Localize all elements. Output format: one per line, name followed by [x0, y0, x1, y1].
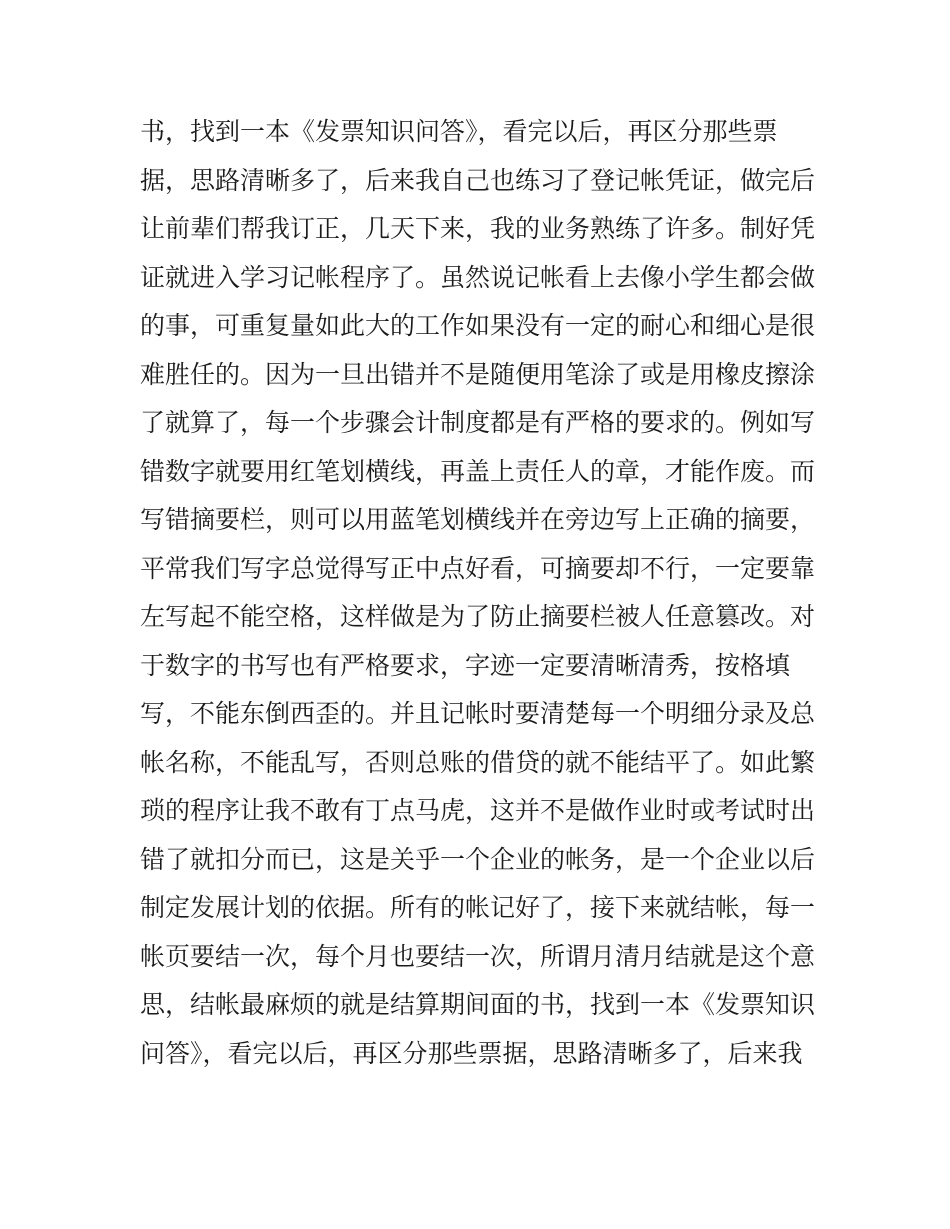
text-line: 写，不能东倒西歪的。并且记帐时要清楚每一个明细分录及总	[140, 699, 816, 728]
text-line: 的事，可重复量如此大的工作如果没有一定的耐心和细心是很	[140, 311, 816, 340]
body-text	[140, 108, 830, 1078]
text-line: 了就算了，每一个步骤会计制度都是有严格的要求的。例如写	[140, 408, 816, 437]
text-line: 制定发展计划的依据。所有的帐记好了，接下来就结帐，每一	[140, 893, 816, 922]
text-line: 据，思路清晰多了，后来我自己也练习了登记帐凭证，做完后	[140, 165, 816, 195]
text-line: 难胜任的。因为一旦出错并不是随便用笔涂了或是用橡皮擦涂	[140, 359, 816, 389]
text-line: 左写起不能空格，这样做是为了防止摘要栏被人任意篡改。对	[140, 602, 816, 631]
text-line: 证就进入学习记帐程序了。虽然说记帐看上去像小学生都会做	[140, 262, 816, 292]
text-line: 帐页要结一次，每个月也要结一次，所谓月清月结就是这个意	[140, 941, 816, 971]
text-line: 平常我们写字总觉得写正中点好看，可摘要却不行，一定要靠	[140, 553, 816, 583]
text-line: 错数字就要用红笔划横线，再盖上责任人的章，才能作废。而	[140, 456, 816, 486]
text-line: 琐的程序让我不敢有丁点马虎，这并不是做作业时或考试时出	[140, 796, 816, 825]
text-line: 思，结帐最麻烦的就是结算期间面的书，找到一本《发票知识	[140, 990, 816, 1019]
text-line: 错了就扣分而已，这是关乎一个企业的帐务，是一个企业以后	[140, 844, 816, 874]
text-line: 写错摘要栏，则可以用蓝笔划横线并在旁边写上正确的摘要，	[140, 505, 816, 534]
text-line: 于数字的书写也有严格要求，字迹一定要清晰清秀，按格填	[140, 650, 791, 680]
text-line: 问答》，看完以后，再区分那些票据，思路清晰多了，后来我	[140, 1038, 803, 1068]
text-line: 帐名称，不能乱写，否则总账的借贷的就不能结平了。如此繁	[140, 747, 816, 777]
text-line: 让前辈们帮我订正，几天下来，我的业务熟练了许多。制好凭	[140, 214, 816, 243]
text-line: 书，找到一本《发票知识问答》，看完以后，再区分那些票	[140, 117, 778, 146]
